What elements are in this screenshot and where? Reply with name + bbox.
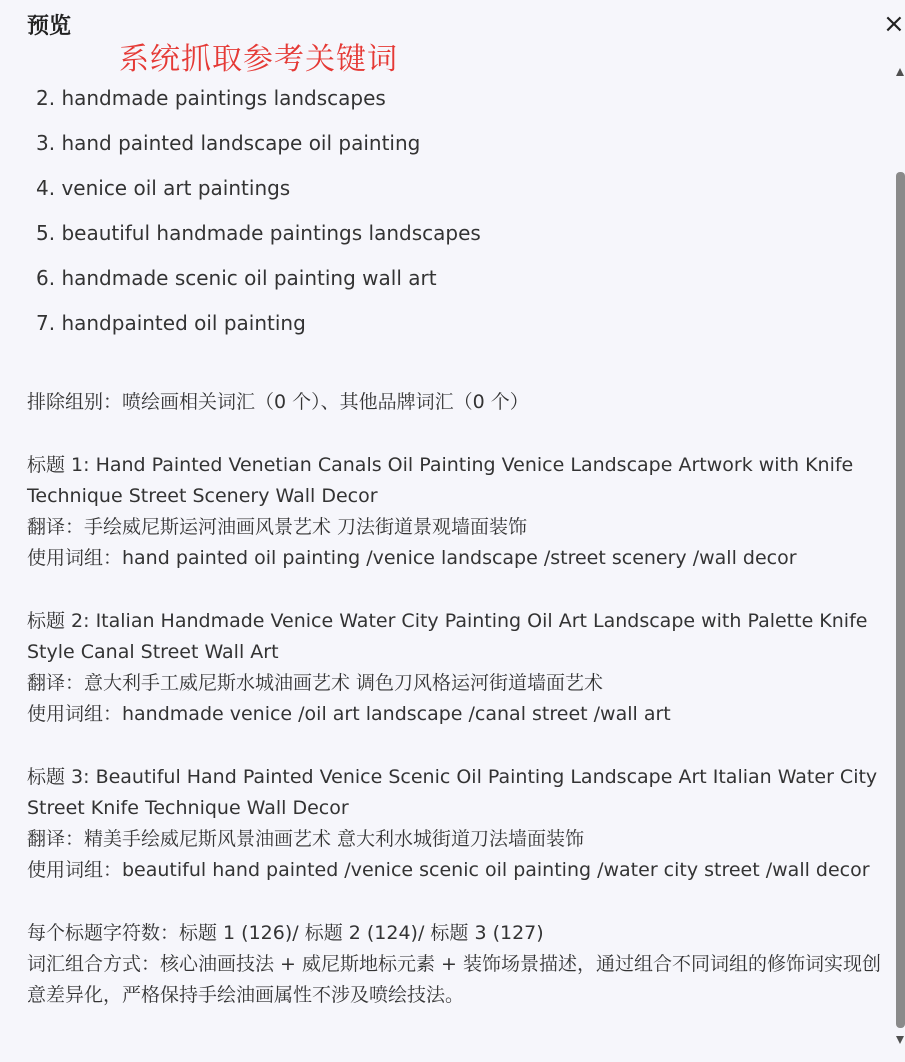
excluded-groups: 排除组别：喷绘画相关词汇（0 个）、其他品牌词汇（0 个） bbox=[27, 391, 529, 413]
title-2-translation: 翻译：意大利手工威尼斯水城油画艺术 调色刀风格运河街道墙面艺术 bbox=[27, 672, 604, 694]
list-item: 6. handmade scenic oil painting wall art bbox=[36, 266, 437, 290]
title-3-phrases: 使用词组：beautiful hand painted /venice scenic oil painting /water city street /wall decor bbox=[27, 859, 870, 881]
dialog-title: 预览 bbox=[27, 14, 72, 39]
list-item: 3. hand painted landscape oil painting bbox=[36, 131, 421, 155]
char-counts: 每个标题字符数：标题 1 (126)/ 标题 2 (124)/ 标题 3 (127) bbox=[27, 922, 544, 944]
keyword-list bbox=[27, 84, 893, 354]
list-item: 5. beautiful handmade paintings landscapes bbox=[36, 221, 481, 245]
title-3-translation: 翻译：精美手绘威尼斯风景油画艺术 意大利水城街道刀法墙面装饰 bbox=[27, 828, 585, 850]
list-item: 7. handpainted oil painting bbox=[36, 311, 306, 335]
scroll-down-arrow-icon[interactable] bbox=[896, 1036, 904, 1044]
title-3: 标题 3: Beautiful Hand Painted Venice Scenic Oil Painting Landscape Art Italian Water City Street Knife Technique Wall Decor bbox=[27, 766, 878, 819]
preview-content bbox=[27, 84, 893, 1011]
combination-method: 词汇组合方式：核心油画技法 + 威尼斯地标元素 + 装饰场景描述，通过组合不同词组的修饰词实现创意差异化，严格保持手绘油画属性不涉及喷绘技法。 bbox=[27, 953, 882, 1006]
title-2: 标题 2: Italian Handmade Venice Water City Painting Oil Art Landscape with Palette Knife Style Canal Street Wall Art bbox=[27, 610, 868, 663]
close-icon[interactable]: × bbox=[883, 9, 905, 39]
list-item: 4. venice oil art paintings bbox=[36, 176, 291, 200]
title-1-translation: 翻译：手绘威尼斯运河油画风景艺术 刀法街道景观墙面装饰 bbox=[27, 516, 528, 538]
scroll-up-arrow-icon[interactable] bbox=[896, 68, 904, 76]
scrollbar-thumb[interactable] bbox=[896, 172, 905, 1028]
list-item: 2. handmade paintings landscapes bbox=[36, 86, 386, 110]
annotation-overlay: 系统抓取参考关键词 bbox=[119, 42, 398, 77]
title-1: 标题 1: Hand Painted Venetian Canals Oil Painting Venice Landscape Artwork with Knife Technique Street Scenery Wall Decor bbox=[27, 454, 854, 507]
title-2-phrases: 使用词组：handmade venice /oil art landscape /canal street /wall art bbox=[27, 703, 671, 725]
title-1-phrases: 使用词组：hand painted oil painting /venice landscape /street scenery /wall decor bbox=[27, 547, 797, 569]
